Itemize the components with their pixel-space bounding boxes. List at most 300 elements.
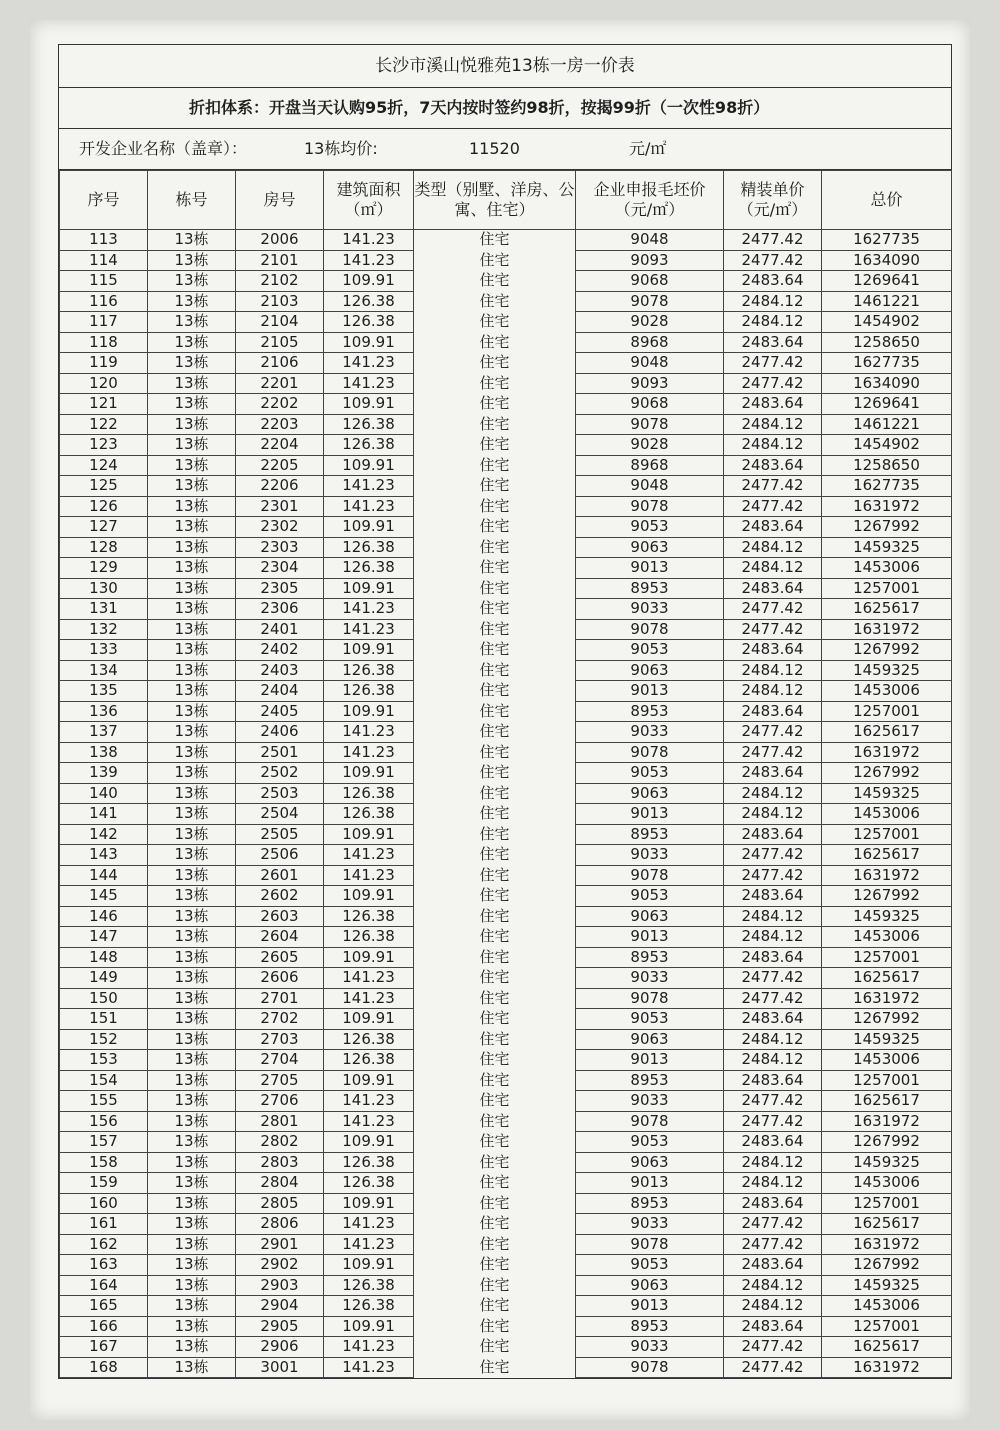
cell-area: 126.38 <box>324 435 414 456</box>
cell-decor-price: 2483.64 <box>724 701 822 722</box>
table-row <box>60 230 952 251</box>
cell-seq: 122 <box>60 414 148 435</box>
cell-building: 13栋 <box>148 681 236 702</box>
cell-total: 1459325 <box>822 660 952 681</box>
cell-decor-price: 2484.12 <box>724 1152 822 1173</box>
cell-rough-price: 9013 <box>576 1296 724 1317</box>
cell-seq: 117 <box>60 312 148 333</box>
cell-room: 2102 <box>236 271 324 292</box>
cell-room: 2302 <box>236 517 324 538</box>
cell-type: 住宅 <box>414 824 576 845</box>
cell-area: 109.91 <box>324 763 414 784</box>
cell-area: 126.38 <box>324 906 414 927</box>
cell-decor-price: 2484.12 <box>724 1050 822 1071</box>
cell-building: 13栋 <box>148 1214 236 1235</box>
cell-rough-price: 9078 <box>576 619 724 640</box>
cell-room: 2104 <box>236 312 324 333</box>
cell-rough-price: 9063 <box>576 660 724 681</box>
cell-total: 1459325 <box>822 783 952 804</box>
cell-rough-price: 9033 <box>576 1091 724 1112</box>
table-row <box>60 865 952 886</box>
table-row <box>60 599 952 620</box>
table-row <box>60 1009 952 1030</box>
cell-area: 109.91 <box>324 394 414 415</box>
cell-building: 13栋 <box>148 373 236 394</box>
cell-total: 1625617 <box>822 1214 952 1235</box>
cell-rough-price: 9033 <box>576 722 724 743</box>
cell-building: 13栋 <box>148 886 236 907</box>
cell-seq: 158 <box>60 1152 148 1173</box>
cell-rough-price: 9013 <box>576 681 724 702</box>
cell-building: 13栋 <box>148 476 236 497</box>
cell-room: 2501 <box>236 742 324 763</box>
cell-building: 13栋 <box>148 619 236 640</box>
cell-seq: 127 <box>60 517 148 538</box>
cell-area: 126.38 <box>324 312 414 333</box>
cell-type: 住宅 <box>414 537 576 558</box>
cell-seq: 168 <box>60 1357 148 1378</box>
cell-seq: 164 <box>60 1275 148 1296</box>
header-room: 房号 <box>236 171 324 230</box>
cell-room: 2703 <box>236 1029 324 1050</box>
cell-type: 住宅 <box>414 558 576 579</box>
cell-rough-price: 8953 <box>576 1193 724 1214</box>
cell-seq: 139 <box>60 763 148 784</box>
cell-type: 住宅 <box>414 599 576 620</box>
cell-room: 2705 <box>236 1070 324 1091</box>
cell-seq: 165 <box>60 1296 148 1317</box>
cell-building: 13栋 <box>148 1234 236 1255</box>
cell-type: 住宅 <box>414 578 576 599</box>
cell-total: 1461221 <box>822 414 952 435</box>
cell-building: 13栋 <box>148 845 236 866</box>
cell-room: 2404 <box>236 681 324 702</box>
cell-building: 13栋 <box>148 578 236 599</box>
header-rough-price: 企业申报毛坯价（元/㎡） <box>576 171 724 230</box>
cell-seq: 147 <box>60 927 148 948</box>
cell-type: 住宅 <box>414 947 576 968</box>
cell-area: 109.91 <box>324 578 414 599</box>
cell-seq: 140 <box>60 783 148 804</box>
cell-seq: 149 <box>60 968 148 989</box>
average-price-value: 11520 <box>469 139 520 158</box>
cell-room: 2205 <box>236 455 324 476</box>
cell-room: 2701 <box>236 988 324 1009</box>
cell-type: 住宅 <box>414 373 576 394</box>
cell-total: 1258650 <box>822 332 952 353</box>
table-row <box>60 742 952 763</box>
cell-total: 1454902 <box>822 435 952 456</box>
cell-rough-price: 9033 <box>576 845 724 866</box>
cell-building: 13栋 <box>148 1357 236 1378</box>
cell-area: 141.23 <box>324 1214 414 1235</box>
header-building: 栋号 <box>148 171 236 230</box>
cell-total: 1453006 <box>822 1050 952 1071</box>
cell-type: 住宅 <box>414 968 576 989</box>
cell-total: 1453006 <box>822 1173 952 1194</box>
cell-building: 13栋 <box>148 660 236 681</box>
average-price-label: 13栋均价: <box>304 139 378 158</box>
cell-type: 住宅 <box>414 394 576 415</box>
cell-total: 1631972 <box>822 742 952 763</box>
table-row <box>60 558 952 579</box>
cell-type: 住宅 <box>414 804 576 825</box>
discount-policy: 折扣体系：开盘当天认购95折，7天内按时签约98折，按揭99折（一次性98折） <box>59 88 951 129</box>
table-row <box>60 681 952 702</box>
cell-decor-price: 2477.42 <box>724 968 822 989</box>
cell-decor-price: 2483.64 <box>724 1009 822 1030</box>
table-row <box>60 414 952 435</box>
cell-total: 1267992 <box>822 640 952 661</box>
cell-room: 2206 <box>236 476 324 497</box>
cell-decor-price: 2483.64 <box>724 1255 822 1276</box>
cell-area: 109.91 <box>324 1316 414 1337</box>
cell-area: 141.23 <box>324 1234 414 1255</box>
cell-room: 2604 <box>236 927 324 948</box>
table-row <box>60 537 952 558</box>
cell-total: 1453006 <box>822 681 952 702</box>
cell-seq: 124 <box>60 455 148 476</box>
cell-type: 住宅 <box>414 271 576 292</box>
cell-total: 1257001 <box>822 578 952 599</box>
cell-building: 13栋 <box>148 394 236 415</box>
cell-area: 109.91 <box>324 1255 414 1276</box>
cell-decor-price: 2484.12 <box>724 537 822 558</box>
header-decor-price: 精装单价（元/㎡） <box>724 171 822 230</box>
cell-seq: 114 <box>60 250 148 271</box>
cell-decor-price: 2477.42 <box>724 619 822 640</box>
cell-decor-price: 2483.64 <box>724 824 822 845</box>
cell-area: 109.91 <box>324 1070 414 1091</box>
cell-seq: 136 <box>60 701 148 722</box>
cell-type: 住宅 <box>414 332 576 353</box>
table-row <box>60 619 952 640</box>
cell-type: 住宅 <box>414 783 576 804</box>
cell-decor-price: 2484.12 <box>724 783 822 804</box>
cell-decor-price: 2483.64 <box>724 517 822 538</box>
cell-type: 住宅 <box>414 1111 576 1132</box>
cell-rough-price: 9048 <box>576 353 724 374</box>
cell-rough-price: 9048 <box>576 476 724 497</box>
cell-type: 住宅 <box>414 742 576 763</box>
table-row <box>60 353 952 374</box>
cell-total: 1631972 <box>822 1111 952 1132</box>
cell-seq: 134 <box>60 660 148 681</box>
cell-area: 141.23 <box>324 742 414 763</box>
cell-total: 1453006 <box>822 927 952 948</box>
cell-total: 1459325 <box>822 1029 952 1050</box>
cell-area: 126.38 <box>324 681 414 702</box>
cell-area: 141.23 <box>324 619 414 640</box>
cell-decor-price: 2484.12 <box>724 558 822 579</box>
cell-room: 2101 <box>236 250 324 271</box>
cell-rough-price: 9078 <box>576 414 724 435</box>
cell-building: 13栋 <box>148 271 236 292</box>
cell-rough-price: 8953 <box>576 947 724 968</box>
table-row <box>60 476 952 497</box>
cell-type: 住宅 <box>414 865 576 886</box>
cell-rough-price: 9053 <box>576 1132 724 1153</box>
cell-room: 2601 <box>236 865 324 886</box>
page-title: 长沙市溪山悦雅苑13栋一房一价表 <box>59 45 951 88</box>
cell-building: 13栋 <box>148 414 236 435</box>
average-price-unit: 元/㎡ <box>629 139 667 158</box>
cell-rough-price: 9078 <box>576 1111 724 1132</box>
cell-area: 141.23 <box>324 968 414 989</box>
cell-seq: 162 <box>60 1234 148 1255</box>
cell-total: 1631972 <box>822 865 952 886</box>
cell-total: 1459325 <box>822 1152 952 1173</box>
cell-building: 13栋 <box>148 1337 236 1358</box>
table-row <box>60 517 952 538</box>
cell-building: 13栋 <box>148 1193 236 1214</box>
cell-total: 1269641 <box>822 271 952 292</box>
cell-total: 1625617 <box>822 1337 952 1358</box>
cell-decor-price: 2483.64 <box>724 1193 822 1214</box>
cell-type: 住宅 <box>414 1275 576 1296</box>
cell-room: 2902 <box>236 1255 324 1276</box>
cell-rough-price: 9063 <box>576 783 724 804</box>
cell-rough-price: 8953 <box>576 1070 724 1091</box>
cell-room: 2202 <box>236 394 324 415</box>
cell-area: 126.38 <box>324 414 414 435</box>
cell-decor-price: 2484.12 <box>724 1029 822 1050</box>
cell-building: 13栋 <box>148 1111 236 1132</box>
cell-type: 住宅 <box>414 1296 576 1317</box>
cell-rough-price: 8953 <box>576 701 724 722</box>
cell-building: 13栋 <box>148 250 236 271</box>
cell-room: 2906 <box>236 1337 324 1358</box>
cell-type: 住宅 <box>414 927 576 948</box>
cell-rough-price: 9068 <box>576 271 724 292</box>
cell-rough-price: 9063 <box>576 1275 724 1296</box>
cell-total: 1631972 <box>822 1357 952 1378</box>
cell-seq: 154 <box>60 1070 148 1091</box>
table-row <box>60 1091 952 1112</box>
cell-area: 126.38 <box>324 1152 414 1173</box>
cell-decor-price: 2484.12 <box>724 660 822 681</box>
cell-rough-price: 9063 <box>576 1029 724 1050</box>
cell-type: 住宅 <box>414 886 576 907</box>
cell-total: 1257001 <box>822 701 952 722</box>
cell-room: 2806 <box>236 1214 324 1235</box>
cell-seq: 166 <box>60 1316 148 1337</box>
cell-decor-price: 2477.42 <box>724 250 822 271</box>
cell-rough-price: 9078 <box>576 742 724 763</box>
cell-room: 2301 <box>236 496 324 517</box>
cell-area: 141.23 <box>324 845 414 866</box>
cell-rough-price: 9013 <box>576 1173 724 1194</box>
cell-room: 2405 <box>236 701 324 722</box>
cell-seq: 156 <box>60 1111 148 1132</box>
cell-seq: 119 <box>60 353 148 374</box>
price-table <box>59 170 952 1378</box>
cell-room: 2801 <box>236 1111 324 1132</box>
table-row <box>60 1111 952 1132</box>
cell-seq: 138 <box>60 742 148 763</box>
cell-area: 126.38 <box>324 927 414 948</box>
cell-area: 109.91 <box>324 640 414 661</box>
company-info-row <box>59 129 951 170</box>
cell-total: 1453006 <box>822 804 952 825</box>
cell-building: 13栋 <box>148 722 236 743</box>
cell-rough-price: 9078 <box>576 1234 724 1255</box>
cell-building: 13栋 <box>148 558 236 579</box>
cell-decor-price: 2483.64 <box>724 1132 822 1153</box>
cell-seq: 163 <box>60 1255 148 1276</box>
cell-seq: 137 <box>60 722 148 743</box>
cell-room: 2203 <box>236 414 324 435</box>
cell-building: 13栋 <box>148 1316 236 1337</box>
cell-decor-price: 2477.42 <box>724 722 822 743</box>
cell-type: 住宅 <box>414 1255 576 1276</box>
cell-seq: 128 <box>60 537 148 558</box>
cell-room: 2802 <box>236 1132 324 1153</box>
cell-area: 126.38 <box>324 558 414 579</box>
cell-seq: 129 <box>60 558 148 579</box>
cell-total: 1627735 <box>822 230 952 251</box>
cell-building: 13栋 <box>148 1152 236 1173</box>
cell-total: 1625617 <box>822 599 952 620</box>
table-row <box>60 763 952 784</box>
cell-seq: 167 <box>60 1337 148 1358</box>
cell-building: 13栋 <box>148 804 236 825</box>
cell-seq: 155 <box>60 1091 148 1112</box>
cell-decor-price: 2483.64 <box>724 640 822 661</box>
cell-type: 住宅 <box>414 681 576 702</box>
cell-decor-price: 2483.64 <box>724 947 822 968</box>
table-row <box>60 394 952 415</box>
cell-type: 住宅 <box>414 1193 576 1214</box>
cell-room: 2605 <box>236 947 324 968</box>
cell-building: 13栋 <box>148 1255 236 1276</box>
cell-room: 2401 <box>236 619 324 640</box>
cell-seq: 135 <box>60 681 148 702</box>
table-row <box>60 804 952 825</box>
table-row <box>60 701 952 722</box>
cell-decor-price: 2484.12 <box>724 1275 822 1296</box>
cell-area: 141.23 <box>324 1337 414 1358</box>
cell-seq: 159 <box>60 1173 148 1194</box>
cell-rough-price: 9063 <box>576 906 724 927</box>
cell-decor-price: 2477.42 <box>724 1111 822 1132</box>
cell-type: 住宅 <box>414 1009 576 1030</box>
price-table-sheet <box>58 44 952 1379</box>
cell-seq: 133 <box>60 640 148 661</box>
cell-total: 1627735 <box>822 476 952 497</box>
cell-type: 住宅 <box>414 353 576 374</box>
cell-room: 2606 <box>236 968 324 989</box>
cell-seq: 126 <box>60 496 148 517</box>
cell-decor-price: 2477.42 <box>724 496 822 517</box>
cell-building: 13栋 <box>148 988 236 1009</box>
cell-type: 住宅 <box>414 1357 576 1378</box>
cell-total: 1267992 <box>822 1132 952 1153</box>
cell-type: 住宅 <box>414 476 576 497</box>
cell-area: 141.23 <box>324 496 414 517</box>
cell-area: 109.91 <box>324 517 414 538</box>
table-row <box>60 1337 952 1358</box>
cell-room: 2103 <box>236 291 324 312</box>
cell-rough-price: 9048 <box>576 230 724 251</box>
cell-room: 2706 <box>236 1091 324 1112</box>
cell-seq: 150 <box>60 988 148 1009</box>
cell-rough-price: 9013 <box>576 804 724 825</box>
table-row <box>60 1357 952 1378</box>
cell-type: 住宅 <box>414 1091 576 1112</box>
cell-area: 141.23 <box>324 476 414 497</box>
cell-decor-price: 2484.12 <box>724 681 822 702</box>
table-row <box>60 1152 952 1173</box>
table-row <box>60 783 952 804</box>
table-row <box>60 722 952 743</box>
cell-seq: 157 <box>60 1132 148 1153</box>
cell-decor-price: 2483.64 <box>724 394 822 415</box>
cell-building: 13栋 <box>148 1029 236 1050</box>
cell-type: 住宅 <box>414 1050 576 1071</box>
cell-decor-price: 2484.12 <box>724 414 822 435</box>
cell-building: 13栋 <box>148 435 236 456</box>
cell-rough-price: 8968 <box>576 332 724 353</box>
cell-decor-price: 2484.12 <box>724 804 822 825</box>
cell-area: 109.91 <box>324 824 414 845</box>
cell-room: 2905 <box>236 1316 324 1337</box>
cell-room: 2803 <box>236 1152 324 1173</box>
cell-decor-price: 2477.42 <box>724 476 822 497</box>
header-area: 建筑面积（㎡） <box>324 171 414 230</box>
cell-rough-price: 9013 <box>576 1050 724 1071</box>
cell-total: 1631972 <box>822 496 952 517</box>
cell-decor-price: 2484.12 <box>724 1296 822 1317</box>
cell-total: 1625617 <box>822 845 952 866</box>
cell-area: 141.23 <box>324 988 414 1009</box>
cell-type: 住宅 <box>414 1070 576 1091</box>
cell-building: 13栋 <box>148 230 236 251</box>
cell-decor-price: 2484.12 <box>724 435 822 456</box>
cell-room: 3001 <box>236 1357 324 1378</box>
cell-room: 2402 <box>236 640 324 661</box>
table-body <box>60 230 952 1378</box>
cell-area: 109.91 <box>324 271 414 292</box>
cell-decor-price: 2477.42 <box>724 599 822 620</box>
cell-total: 1634090 <box>822 250 952 271</box>
table-row <box>60 906 952 927</box>
cell-room: 2804 <box>236 1173 324 1194</box>
cell-rough-price: 9078 <box>576 865 724 886</box>
cell-seq: 132 <box>60 619 148 640</box>
cell-room: 2704 <box>236 1050 324 1071</box>
cell-area: 141.23 <box>324 373 414 394</box>
cell-total: 1267992 <box>822 517 952 538</box>
table-row <box>60 250 952 271</box>
cell-rough-price: 9063 <box>576 537 724 558</box>
cell-building: 13栋 <box>148 599 236 620</box>
cell-decor-price: 2477.42 <box>724 742 822 763</box>
cell-building: 13栋 <box>148 517 236 538</box>
cell-area: 109.91 <box>324 886 414 907</box>
cell-seq: 153 <box>60 1050 148 1071</box>
cell-rough-price: 9068 <box>576 394 724 415</box>
cell-type: 住宅 <box>414 1316 576 1337</box>
cell-total: 1269641 <box>822 394 952 415</box>
cell-type: 住宅 <box>414 1234 576 1255</box>
cell-seq: 142 <box>60 824 148 845</box>
table-row <box>60 824 952 845</box>
cell-decor-price: 2484.12 <box>724 906 822 927</box>
cell-seq: 131 <box>60 599 148 620</box>
cell-area: 109.91 <box>324 1132 414 1153</box>
cell-decor-price: 2484.12 <box>724 312 822 333</box>
